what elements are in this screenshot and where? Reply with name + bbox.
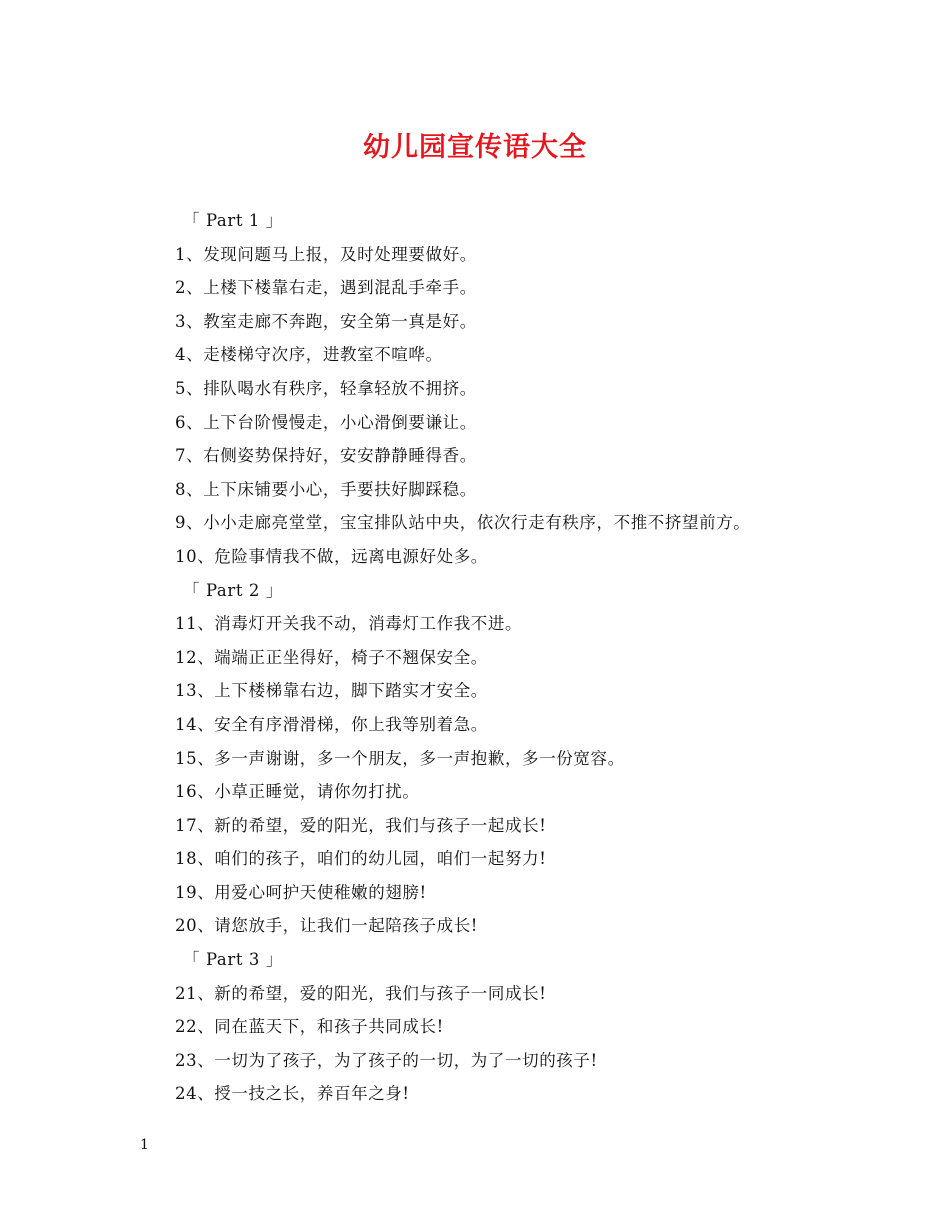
section-heading-part-3: 「 Part 3 」 <box>183 950 283 970</box>
list-item: 12、端端正正坐得好，椅子不翘保安全。 <box>175 647 488 667</box>
section-heading-part-2: 「 Part 2 」 <box>183 580 283 600</box>
list-item: 19、用爱心呵护天使稚嫩的翅膀! <box>175 882 427 902</box>
list-item: 15、多一声谢谢，多一个朋友，多一声抱歉，多一份宽容。 <box>175 748 625 768</box>
list-item: 7、右侧姿势保持好，安安静静睡得香。 <box>175 446 477 466</box>
list-item: 24、授一技之长，养百年之身! <box>175 1084 410 1104</box>
list-item: 13、上下楼梯靠右边，脚下踏实才安全。 <box>175 681 488 701</box>
list-item: 20、请您放手，让我们一起陪孩子成长! <box>175 916 479 936</box>
slogan-list <box>175 204 915 1111</box>
list-item: 23、一切为了孩子，为了孩子的一切，为了一切的孩子! <box>175 1050 598 1070</box>
list-item: 10、危险事情我不做，远离电源好处多。 <box>175 546 488 566</box>
list-item: 2、上楼下楼靠右走，遇到混乱手牵手。 <box>175 278 477 298</box>
section-heading-part-1: 「 Part 1 」 <box>183 211 283 230</box>
list-item: 1、发现问题马上报，及时处理要做好。 <box>175 244 477 264</box>
list-item: 22、同在蓝天下，和孩子共同成长! <box>175 1017 444 1037</box>
list-item: 17、新的希望，爱的阳光，我们与孩子一起成长! <box>175 815 547 835</box>
list-item: 9、小小走廊亮堂堂，宝宝排队站中央，依次行走有秩序，不推不挤望前方。 <box>175 513 751 533</box>
list-item: 11、消毒灯开关我不动，消毒灯工作我不进。 <box>175 614 523 634</box>
list-item: 8、上下床铺要小心，手要扶好脚踩稳。 <box>175 479 477 499</box>
list-item: 16、小草正睡觉，请你勿打扰。 <box>175 782 420 802</box>
list-item: 21、新的希望，爱的阳光，我们与孩子一同成长! <box>175 983 547 1003</box>
list-item: 4、走楼梯守次序，进教室不喧哗。 <box>175 345 443 365</box>
list-item: 5、排队喝水有秩序，轻拿轻放不拥挤。 <box>175 378 477 398</box>
page-title: 幼儿园宣传语大全 <box>363 132 587 163</box>
list-item: 18、咱们的孩子，咱们的幼儿园，咱们一起努力! <box>175 849 547 869</box>
list-item: 14、安全有序滑滑梯，你上我等别着急。 <box>175 714 488 734</box>
list-item: 3、教室走廊不奔跑，安全第一真是好。 <box>175 311 477 331</box>
page-number: 1 <box>140 1137 149 1153</box>
list-item: 6、上下台阶慢慢走，小心滑倒要谦让。 <box>175 412 477 432</box>
